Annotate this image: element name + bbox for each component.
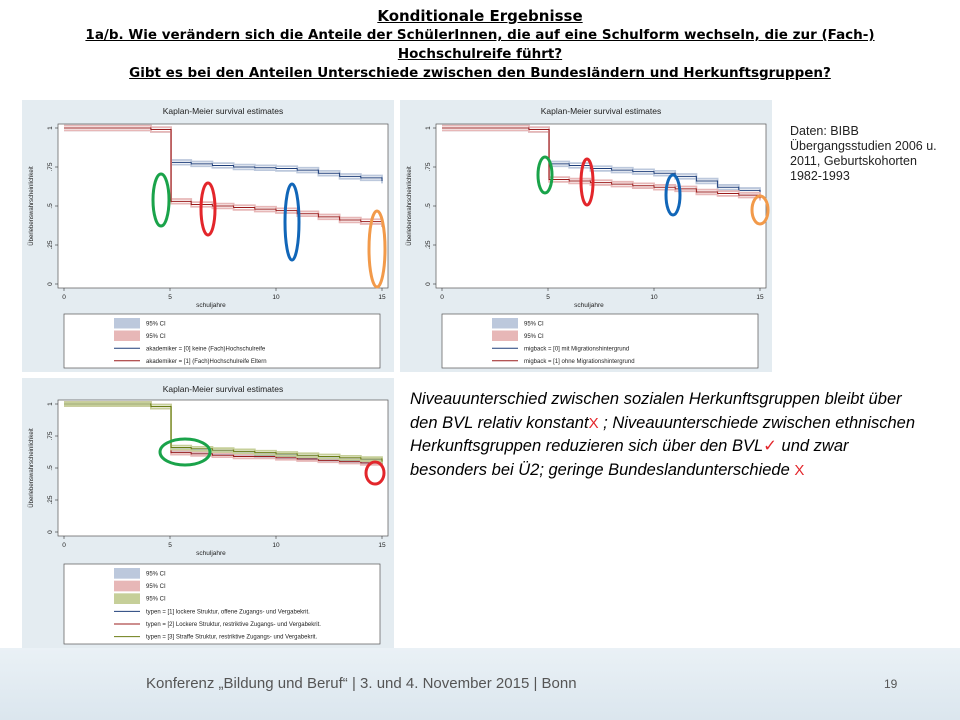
legend-ci-swatch — [114, 318, 140, 329]
y-tick-label: 0 — [425, 282, 432, 286]
km-chart-svg — [22, 378, 394, 648]
y-axis-label: Überlebenswahrscheinlichkeit — [407, 166, 413, 246]
legend-label: akademiker = [1] (Fach)Hochschulreife Eltern — [146, 358, 267, 365]
slide-subtitle-3: Gibt es bei den Anteilen Unterschiede zwischen den Bundesländern und Herkunftsgruppen? — [129, 65, 831, 81]
slide-header — [0, 6, 960, 83]
legend-ci-swatch — [114, 593, 140, 604]
x-tick-label: 5 — [546, 294, 550, 301]
x-mark: X — [794, 461, 805, 479]
y-axis-label: Überlebenswahrscheinlichkeit — [29, 428, 35, 508]
x-tick-label: 0 — [62, 294, 66, 301]
legend-label: migback = [1] ohne Migrationshintergrund — [524, 358, 635, 365]
chart-title: Kaplan-Meier survival estimates — [540, 106, 662, 116]
y-tick-label: .75 — [425, 162, 432, 172]
page-number: 19 — [884, 677, 898, 691]
x-tick-label: 10 — [272, 294, 280, 301]
legend-label: 95% CI — [146, 333, 166, 340]
chart-title: Kaplan-Meier survival estimates — [162, 106, 284, 116]
y-tick-label: .25 — [425, 240, 432, 250]
slide-title: Konditionale Ergebnisse — [377, 7, 583, 25]
legend-ci-swatch — [114, 568, 140, 579]
y-tick-label: .25 — [47, 495, 54, 505]
legend-label: typen = [2] Lockere Struktur, restriktive Zugangs- und Vergabekrit. — [146, 622, 321, 628]
legend-box — [64, 564, 380, 644]
source-line: 1982-1993 — [790, 169, 850, 183]
legend-label: 95% CI — [146, 584, 166, 590]
legend-label: 95% CI — [146, 571, 166, 578]
legend-label: 95% CI — [146, 321, 166, 328]
y-tick-label: 0 — [47, 282, 54, 286]
source-line: 2011, Geburtskohorten — [790, 154, 917, 168]
legend-ci-swatch — [492, 318, 518, 329]
comment-part-3: und zwar besonders bei Ü2; geringe Bundeslandunterschiede — [410, 437, 849, 479]
x-tick-label: 0 — [440, 294, 444, 301]
legend-label: 95% CI — [146, 596, 166, 603]
legend-label: 95% CI — [524, 321, 544, 328]
x-axis-label: schuljahre — [196, 550, 226, 557]
y-tick-label: 0 — [47, 530, 54, 534]
plot-area — [436, 124, 766, 288]
km-chart-svg — [22, 100, 394, 372]
x-axis-label: schuljahre — [196, 302, 226, 309]
comment-part-1: Niveauunterschied zwischen sozialen Herkunftsgruppen bleibt über den BVL relativ konstant — [410, 390, 902, 432]
y-axis-label: Überlebenswahrscheinlichkeit — [29, 166, 35, 246]
chart-panel-akademiker — [22, 100, 394, 372]
y-tick-label: .5 — [47, 465, 54, 471]
data-source-note — [790, 124, 955, 184]
interpretation-text — [410, 388, 930, 482]
comment-part-2: ; Niveauunterschiede zwischen ethnischen Herkunftsgruppen reduzieren sich über den BVL — [410, 413, 916, 455]
chart-title: Kaplan-Meier survival estimates — [162, 384, 284, 394]
footer-text: Konferenz „Bildung und Beruf“ | 3. und 4. November 2015 | Bonn — [146, 675, 577, 692]
legend-ci-swatch — [492, 331, 518, 342]
x-tick-label: 10 — [272, 542, 280, 549]
x-tick-label: 15 — [378, 294, 386, 301]
x-tick-label: 15 — [756, 294, 764, 301]
y-tick-label: 1 — [47, 126, 54, 130]
x-tick-label: 10 — [650, 294, 658, 301]
x-tick-label: 15 — [378, 542, 386, 549]
km-chart-svg — [400, 100, 772, 372]
legend-label: migback = [0] mit Migrationshintergrund — [524, 346, 630, 353]
slide-subtitle-2: Hochschulreife führt? — [397, 46, 563, 62]
legend-ci-swatch — [114, 581, 140, 592]
y-tick-label: 1 — [47, 402, 54, 406]
source-line: Übergangsstudien 2006 u. — [790, 139, 937, 153]
legend-label: typen = [1] lockere Struktur, offene Zugangs- und Vergabekrit. — [146, 609, 310, 616]
legend-label: typen = [3] Straffe Struktur, restriktive Zugangs- und Vergabekrit. — [146, 634, 318, 641]
legend-label: 95% CI — [524, 333, 544, 340]
legend-ci-swatch — [114, 331, 140, 342]
check-mark-icon: ✓ — [763, 437, 777, 455]
slide-subtitle-1: 1a/b. Wie verändern sich die Anteile der SchülerInnen, die auf eine Schulform wechseln, die zur (Fach-) — [85, 27, 875, 43]
y-tick-label: .75 — [47, 162, 54, 172]
plot-area — [58, 400, 388, 536]
x-mark: X — [588, 414, 599, 432]
y-tick-label: .75 — [47, 431, 54, 441]
x-tick-label: 0 — [62, 542, 66, 549]
y-tick-label: .5 — [47, 203, 54, 209]
x-tick-label: 5 — [168, 542, 172, 549]
source-line: Daten: BIBB — [790, 124, 859, 138]
x-tick-label: 5 — [168, 294, 172, 301]
x-axis-label: schuljahre — [574, 302, 604, 309]
legend-label: akademiker = [0] keine (Fach)Hochschulreife — [146, 346, 266, 353]
y-tick-label: 1 — [425, 126, 432, 130]
y-tick-label: .25 — [47, 240, 54, 250]
y-tick-label: .5 — [425, 203, 432, 209]
chart-panel-migback — [400, 100, 772, 372]
chart-panel-typen — [22, 378, 394, 648]
